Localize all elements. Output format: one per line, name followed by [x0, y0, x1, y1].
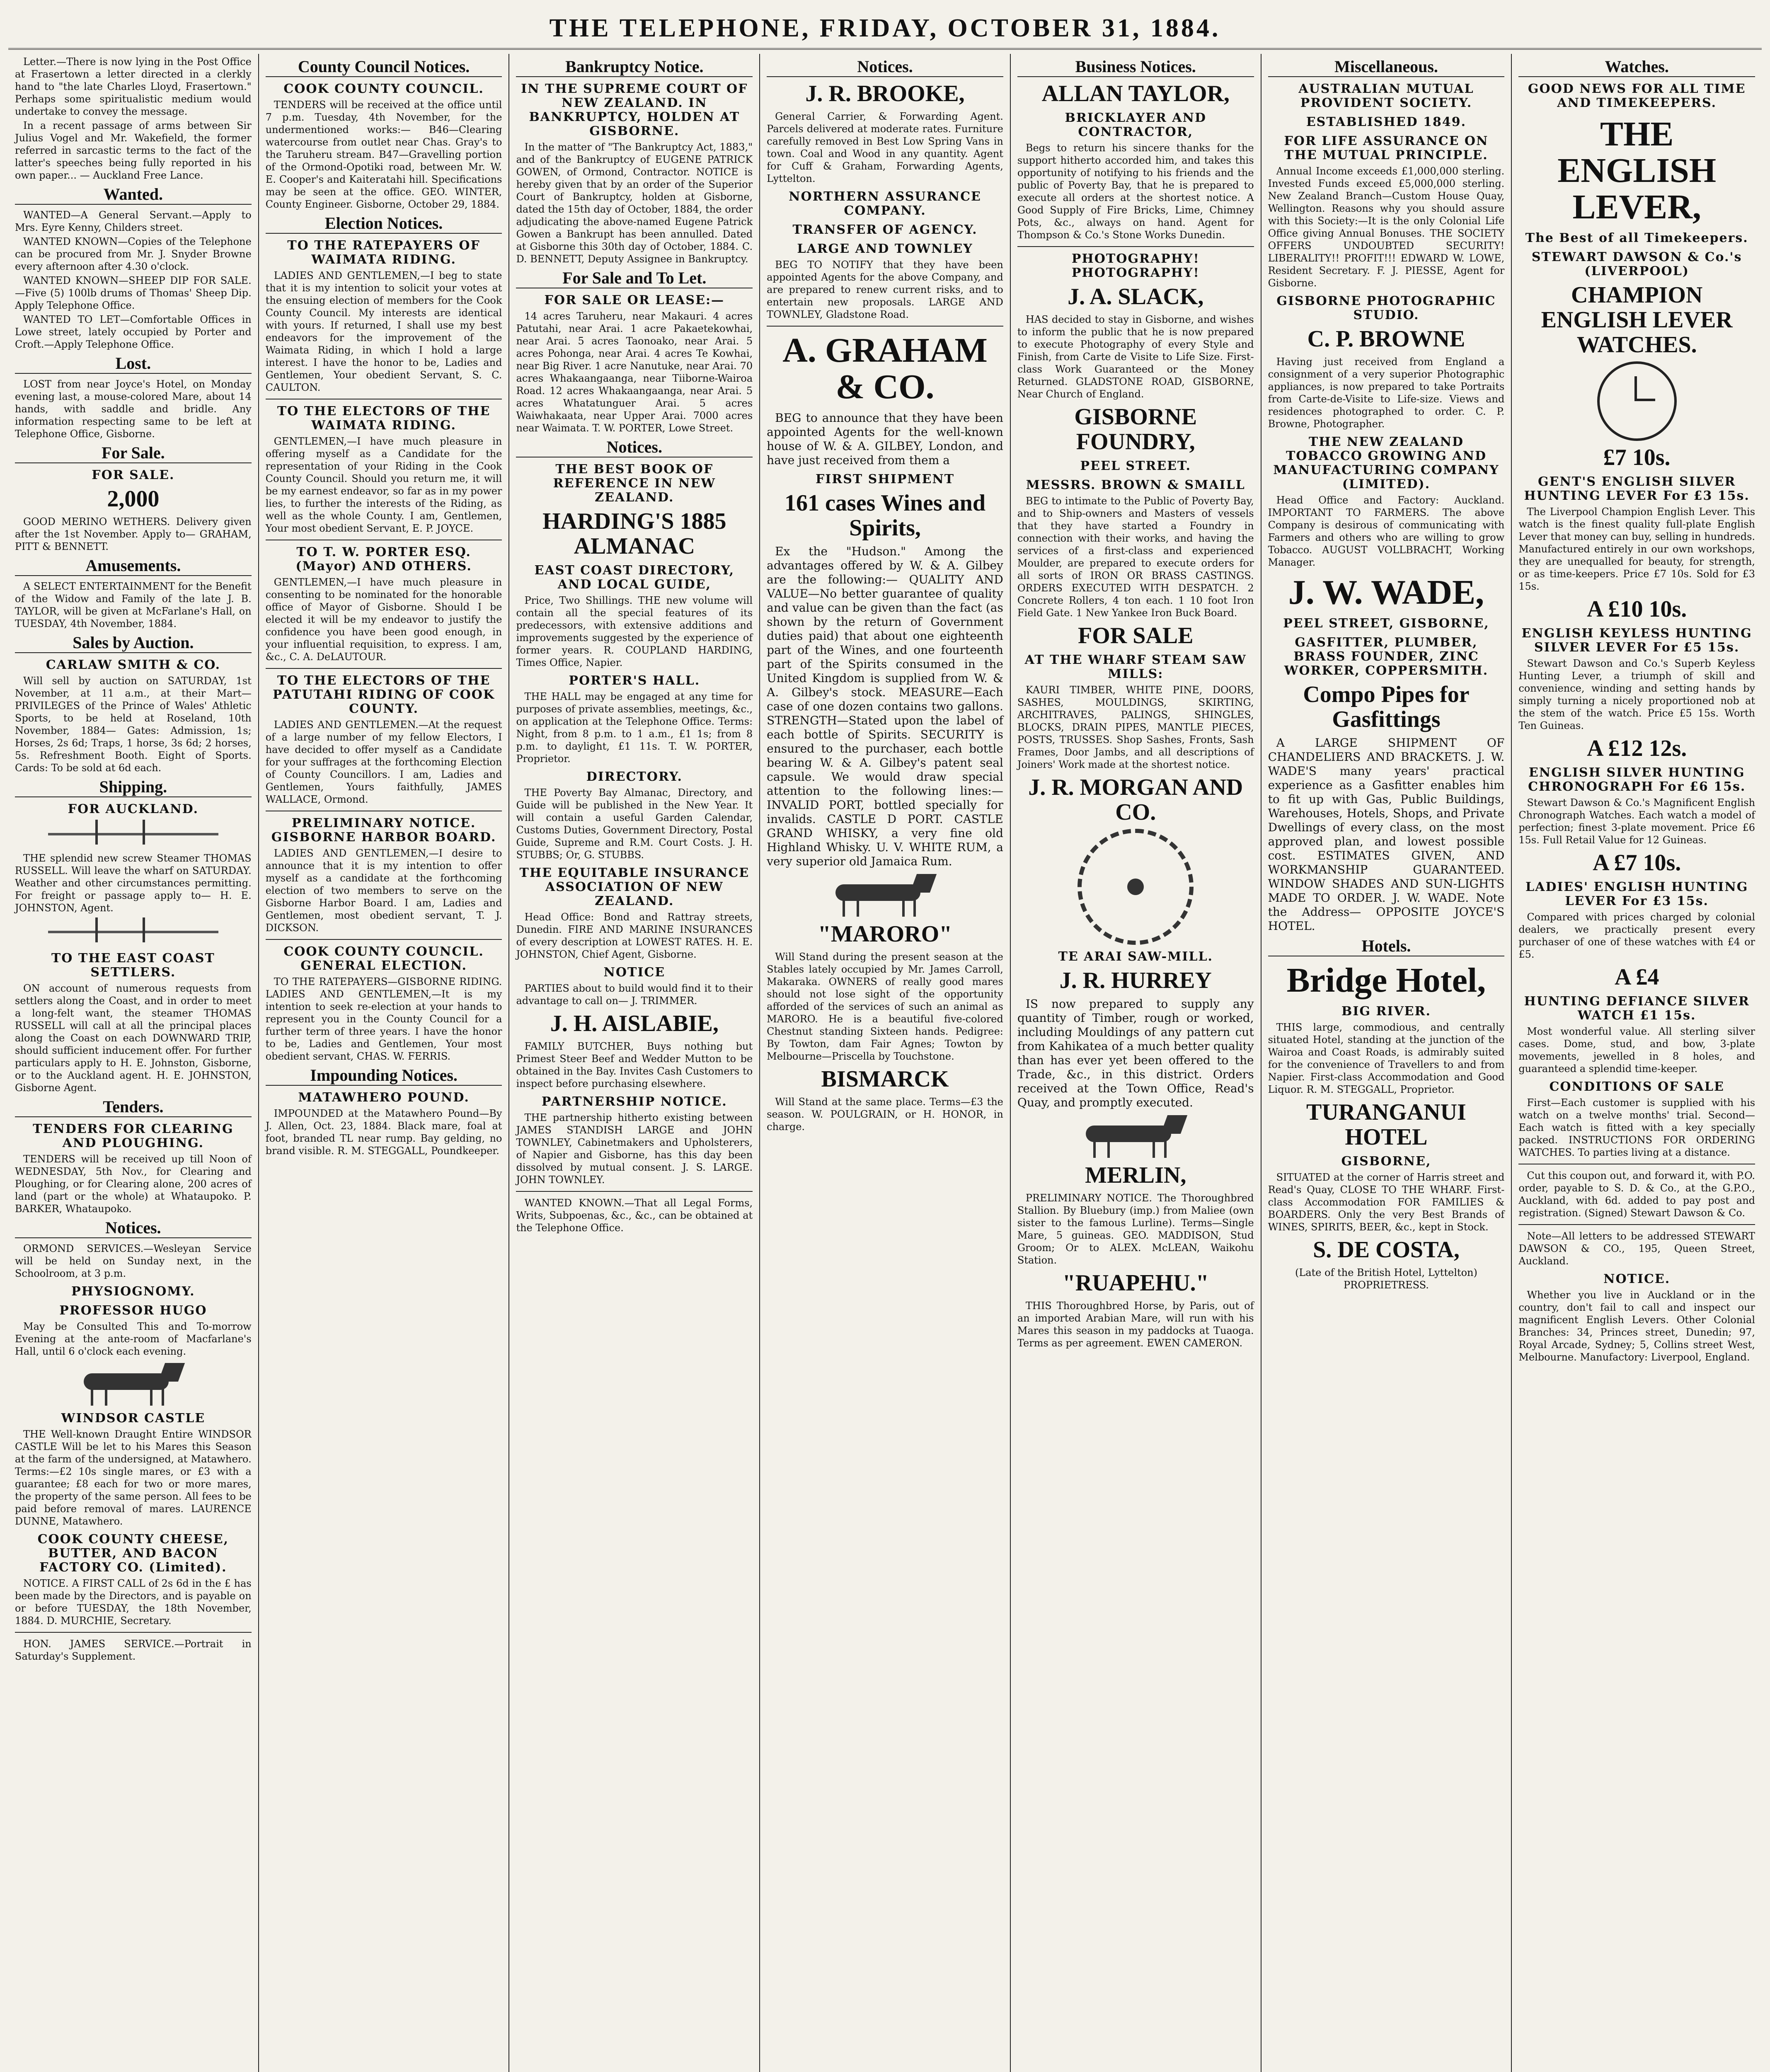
auction-subheading: CARLAW SMITH & CO.: [46, 658, 221, 672]
notice-subheading: PROFESSOR HUGO: [59, 1303, 207, 1318]
masthead-title: THE TELEPHONE, FRIDAY, OCTOBER 31, 1884.: [549, 14, 1221, 42]
bridge-hotel-text: THIS large, commodious, and centrally situated Hotel, standing at the junction of the Wairoa and Coast Roads, is admirably suited for the convenience of Travellers to and from Napier. First-class Accommodation and Good Liquor. R. M. STEGGALL, Proprietor.: [1268, 1021, 1505, 1095]
election-text: LADIES AND GENTLEMEN.—At the request of a large number of my fellow Electors, I have decided to offer myself as a Candidate for your suffrages at the forthcoming Election of County Councillors. I am, Ladies and Gentlemen, Yours faithfully, JAMES WALLACE, Ormond.: [265, 719, 502, 805]
photo-subheading: PHOTOGRAPHY! PHOTOGRAPHY!: [1071, 252, 1200, 280]
masthead: [8, 8, 1762, 50]
shipping-text: THE splendid new screw Steamer THOMAS RUSSELL. Will leave the wharf on SATURDAY. Weather and other circumstances permitting. For freight or passage apply to— H. E. JOHNSTON, Agent.: [15, 852, 252, 914]
forsale-heading: For Sale.: [15, 446, 252, 463]
tobacco-subheading: THE NEW ZEALAND TOBACCO GROWING AND MANUFACTURING COMPANY (LIMITED).: [1273, 435, 1499, 491]
allan-text: Begs to return his sincere thanks for the support hitherto accorded him, and takes this opportunity of notifying to his friends and the public of Poverty Bay, that he is prepared to execute all orders at the shortest notice. A Good Supply of Fire Bricks, Lime, Chimney Pots, &c., always on hand. Agent for Thompson & Co.'s Stone Works Dunedin.: [1017, 142, 1254, 241]
price-offer: ENGLISH SILVER HUNTING CHRONOGRAPH For £6 15s.: [1528, 765, 1746, 794]
lost-heading: Lost.: [15, 356, 252, 374]
insurance-text: Head Office: Bond and Rattray streets, Dunedin. FIRE AND MARINE INSURANCES of every description at LOWEST RATES. H. E. JOHNSTON, Chief Agent, Gisborne.: [516, 911, 753, 960]
amp-subheading: FOR LIFE ASSURANCE ON THE MUTUAL PRINCIPLE.: [1284, 134, 1489, 162]
almanac-text: Price, Two Shillings. THE new volume will contain all the special features of its predecessors, with extensive additions and improvements suggested by the experience of former years. R. COUPLAND HARDING, Times Office, Napier.: [516, 595, 753, 668]
assurance-text: BEG TO NOTIFY that they have been appointed Agents for the above Company, and are prepared to renew current risks, and to entertain new proposals. LARGE AND TOWNLEY, Gladstone Road.: [767, 259, 1003, 320]
watch-description: Stewart Dawson and Co.'s Superb Keyless Hunting Lever, a triumph of skill and convenience, winding and setting hands by simply turning a nicely proportioned nob at the stem of the watch. Price £5 15s. Worth Ten Guineas.: [1518, 658, 1755, 731]
porters-hall-subheading: PORTER'S HALL.: [569, 673, 700, 688]
assurance-subheading: TRANSFER OF AGENCY.: [792, 223, 978, 237]
turanganui-title: TURANGANUI HOTEL: [1306, 1099, 1466, 1150]
turanganui-subheading: GISBORNE,: [1341, 1154, 1431, 1169]
forsale-subheading: FOR SALE.: [92, 468, 175, 482]
shipping-text: ON account of numerous requests from settlers along the Coast, and in order to meet a long-felt want, the steamer THOMAS RUSSELL will call at all the principal places along the Coast on each DOWNWARD TRIP, should sufficient inducement offer. For further particulars apply to H. E. Johnston, Gisborne, or to the Auckland agent. H. E. JOHNSTON, Gisborne Agent.: [15, 983, 252, 1094]
brooke-text: General Carrier, & Forwarding Agent. Parcels delivered at moderate rates. Furniture carefully removed in Best Low Spring Vans in town. Coal and Wood in any quantity. Agent for Cuff & Graham, Forwarding Agents, Lyttelton.: [767, 111, 1003, 184]
steamer-illustration: [39, 917, 228, 946]
watches-subheading: STEWART DAWSON & Co.'s (LIVERPOOL): [1531, 250, 1742, 278]
insurance-subheading: THE EQUITABLE INSURANCE ASSOCIATION OF NEW ZEALAND.: [519, 866, 750, 908]
notices-heading: Notices.: [767, 60, 1003, 77]
wade-title: J. W. WADE,: [1288, 573, 1484, 612]
watch-description: Compared with prices charged by colonial dealers, we practically present every purchaser of one of these watches with £4 or £5.: [1518, 911, 1755, 960]
wharf-subheading: AT THE WHARF STEAM SAW MILLS:: [1024, 653, 1247, 681]
circular-saw-illustration: [1077, 829, 1194, 945]
tenders-subheading: TENDERS FOR CLEARING AND PLOUGHING.: [33, 1122, 234, 1150]
partnership-text: THE partnership hitherto existing between JAMES STANDISH LARGE and JOHN TOWNLEY, Cabinetmakers and Upholsterers, of Napier and Gisborne, has this day been dissolved by mutual consent. J. S. LARGE. JOHN TOWNLEY.: [516, 1112, 753, 1186]
wanted-item: WANTED KNOWN—SHEEP DIP FOR SALE.—Five (5) 100lb drums of Thomas' Sheep Dip. Apply Telephone Office.: [15, 275, 252, 311]
graham-text: Ex the "Hudson." Among the advantages offered by W. & A. Gilbey are the following:— QUALITY AND VALUE—No better guarantee of quality and value can be given than the fact (as shown by the return of Government duties paid) that about one eighteenth part of the Wines, and one fourteenth part of the Spirits consumed in the United Kingdom is supplied from W. & A. Gilbey's stock. MEASURE—Each case of one dozen contains two gallons. STRENGTH—Stated upon the label of each bottle of Spirits. SECURITY is ensured to the purchaser, each bottle bearing W. & A. Gilbey's patent seal capsule. We would draw special attention to the following lines:— INVALID PORT, bottled specially for invalids. CASTLE D PORT. CASTLE GRAND WHISKY, a very fine old Highland Whisky. U. V. WHITE RUM, a very superior old Jamaica Rum.: [767, 545, 1003, 868]
forsale-text: GOOD MERINO WETHERS. Delivery given after the 1st November. Apply to— GRAHAM, PITT & BENNETT.: [15, 516, 252, 552]
wharf-text: KAURI TIMBER, WHITE PINE, DOORS, SASHES, MOULDINGS, SKIRTING, ARCHITRAVES, PALINGS, SHINGLES, BLOCKS, DRAIN PIPES, MANTLE PIECES, POSTS, TRUSSES. Shop Sashes, Fronts, Sash Frames, Door Jambs, and all descriptions of Joiners' Work made at the shortest notice.: [1017, 684, 1254, 770]
price-offer: GENT'S ENGLISH SILVER HUNTING LEVER For £3 15s.: [1524, 474, 1750, 503]
price-offer: LADIES' ENGLISH HUNTING LEVER For £3 15s.: [1525, 880, 1748, 908]
watches-heading: Watches.: [1518, 60, 1755, 77]
miscellaneous-heading: Miscellaneous.: [1268, 60, 1505, 77]
wanted-text: WANTED KNOWN.—That all Legal Forms, Writs, Subpoenas, &c., &c., can be obtained at the Telephone Office.: [516, 1197, 753, 1234]
english-lever-title: THE ENGLISH LEVER,: [1557, 115, 1717, 226]
county-council-text: TENDERS will be received at the office until 7 p.m. Tuesday, 4th November, for the undermentioned works:— B46—Clearing watercourse from outlet near Chas. Gray's to the Taruheru stream. B47—Gravelling portion of the Ormond-Opotiki road, between Mr. W. E. Cooper's and Kaiteratahi hill. Specifications may be seen at the office. GEO. WINTER, County Engineer. Gisborne, October 29, 1884.: [265, 99, 502, 210]
hurrey-title: J. R. HURREY: [1059, 968, 1212, 993]
ruapehu-text: THIS Thoroughbred Horse, by Paris, out of an imported Arabian Mare, will run with his Mares this season in my paddocks at Tuaoga. Terms as per agreement. EWEN CAMERON.: [1017, 1300, 1254, 1349]
costa-text: (Late of the British Hotel, Lyttelton) PROPRIETRESS.: [1295, 1267, 1477, 1291]
merlin-title: MERLIN,: [1085, 1162, 1186, 1188]
divider: [1518, 1224, 1755, 1225]
notice-text: PARTIES about to build would find it to their advantage to call on— J. TRIMMER.: [516, 983, 753, 1007]
election-subheading: TO THE ELECTORS OF THE PATUTAHI RIDING OF COOK COUNTY.: [273, 673, 495, 716]
election-text: GENTLEMEN,—I have much pleasure in consenting to be nominated for the honorable office of Mayor of Gisborne. Should I be elected it will be my endeavor to justify the confidence you have been good enough, in your influential requisition, to express. I am, &c., C. A. DeLAUTOUR.: [265, 576, 502, 663]
foundry-subheading: PEEL STREET.: [1080, 459, 1191, 473]
wade-text: A LARGE SHIPMENT OF CHANDELIERS AND BRACKETS. J. W. WADE'S many years' practical experience as a Gasfitter enables him to fit up with Gas, Public Buildings, Warehouses, Hotels, Shops, and Private Dwellings of every class, on the most approved plan, and lowest possible cost. ESTIMATES GIVEN, AND WORKMANSHIP GUARANTEED. WINDOW SHADES AND SUN-LIGHTS MADE TO ORDER. J. W. WADE. Note the Address— OPPOSITE JOYCE'S HOTEL.: [1268, 736, 1505, 933]
watch-description: Most wonderful value. All sterling silver cases. Dome, stud, and bow, 3-plate movements, jewelled in 8 holes, and guaranteed a splendid time-keeper.: [1518, 1026, 1755, 1075]
watch-illustration: [1597, 361, 1677, 441]
turanganui-text: SITUATED at the corner of Harris street and Read's Quay, CLOSE TO THE WHARF. First-class Accommodation FOR FAMILIES & BOARDERS. Only the very Best Brands of WINES, SPIRITS, BEER, &c., kept in Stock.: [1268, 1172, 1505, 1233]
allan-title: ALLAN TAYLOR,: [1041, 81, 1230, 107]
maroro-title: "MARORO": [818, 921, 952, 947]
column-2: [259, 54, 510, 2072]
business-heading: Business Notices.: [1017, 60, 1254, 77]
divider: [767, 326, 1003, 327]
shipping-subheading: FOR AUCKLAND.: [68, 802, 199, 816]
auction-text: Will sell by auction on SATURDAY, 1st November, at 11 a.m., at their Mart— PRIVILEGES of the Prince of Wales' Athletic Sports, to be held at Roseland, 10th November, 1884— Gates: Admission, 1s; Horses, 2s 6d; Traps, 1 horse, 3s 6d; 2 horses, 5s. Refreshment Booth. Eight of Sports. Cards: To be sold at 6d each.: [15, 675, 252, 774]
steamer-illustration: [39, 820, 228, 849]
divider: [266, 668, 502, 669]
sale-subheading: FOR SALE OR LEASE:—: [544, 293, 725, 307]
shipping-subheading: TO THE EAST COAST SETTLERS.: [51, 951, 215, 980]
auction-heading: Sales by Auction.: [15, 636, 252, 653]
amp-subheading: ESTABLISHED 1849.: [1306, 115, 1467, 129]
amp-text: Annual Income exceeds £1,000,000 sterling. Invested Funds exceed £5,000,000 sterling. New Zealand Branch—Custom House Quay, Wellington. Reasons why you should assure with this Society:—It is the only Colonial Life Office giving Annual Bonuses. THE SOCIETY OFFERS UNDOUBTED SECURITY! LIBERALITY!! PROFIT!!! EDWARD W. LOWE, Resident Secretary. F. J. PIESSE, Agent for Gisborne.: [1268, 165, 1505, 289]
tearai-subheading: TE ARAI SAW-MILL.: [1058, 949, 1213, 964]
watches-subheading: The Best of all Timekeepers.: [1525, 231, 1748, 245]
price-original: £7 10s.: [1603, 445, 1671, 470]
watch-description: Stewart Dawson & Co.'s Magnificent English Chronograph Watches. Each watch a model of perfection; finest 3-plate movement. Price £6 15s. Full Retail Value for 12 Guineas.: [1518, 797, 1755, 846]
election-subheading: TO THE RATEPAYERS OF WAIMATA RIDING.: [287, 238, 480, 267]
wanted-item: WANTED TO LET—Comfortable Offices in Lowe street, lately occupied by Porter and Croft.—Apply Telephone Office.: [15, 314, 252, 350]
bridge-hotel-subheading: BIG RIVER.: [1341, 1004, 1431, 1019]
bankruptcy-heading: Bankruptcy Notice.: [516, 60, 753, 77]
election-subheading: PRELIMINARY NOTICE. GISBORNE HARBOR BOARD.: [271, 816, 496, 845]
foundry-title: GISBORNE FOUNDRY,: [1074, 404, 1197, 455]
divider: [516, 1191, 753, 1192]
watches-subheading: GOOD NEWS FOR ALL TIME AND TIMEKEEPERS.: [1528, 82, 1746, 110]
election-text: LADIES AND GENTLEMEN,—I desire to announce that it is my intention to offer myself as a candidate at the forthcoming election of two members to serve on the Gisborne Harbor Board. I am, Ladies and Gentlemen, most obedient servant, T. J. DICKSON.: [265, 847, 502, 934]
coupon-text: Cut this coupon out, and forward it, with P.O. order, payable to S. D. & Co., at the G.P.O., Auckland, with 6d. added to pay post and registration. (Signed) Stewart Dawson & Co.: [1518, 1170, 1755, 1219]
amp-subheading: AUSTRALIAN MUTUAL PROVIDENT SOCIETY.: [1298, 82, 1474, 110]
hotels-heading: Hotels.: [1268, 939, 1505, 956]
photo-text: HAS decided to stay in Gisborne, and wishes to inform the public that he is now prepared to execute Photography of every Style and Finish, from Carte de Visite to Life Size. First-class Work Guaranteed or the Money Returned. GLADSTONE ROAD, GISBORNE, Near Church of England.: [1017, 314, 1254, 400]
notice-subheading: COOK COUNTY CHEESE, BUTTER, AND BACON FACTORY CO. (Limited).: [37, 1532, 229, 1575]
price-offer: HUNTING DEFIANCE SILVER WATCH £1 15s.: [1524, 994, 1750, 1023]
election-text: GENTLEMEN,—I have much pleasure in offering myself as a Candidate for the representation of your Riding in the Cook County Council. Should you return me, it will be my earnest endeavor, so far as in my power lies, to further the interests of the Riding, as well as the whole County. I am, Gentlemen, Your most obedient Servant, E. P. JOYCE.: [265, 436, 502, 534]
almanac-title: HARDING'S 1885 ALMANAC: [542, 508, 726, 559]
directory-text: THE Poverty Bay Almanac, Directory, and Guide will be published in the New Year. It will contain a useful Garden Calendar, Customs Duties, Government Directory, Postal Guide, Supreme and R.M. Court Costs. J. H. STUBBS; Or, G. STUBBS.: [516, 787, 753, 861]
column-1: [8, 54, 259, 2072]
almanac-subheading: THE BEST BOOK OF REFERENCE IN NEW ZEALAND.: [553, 462, 716, 505]
studio-text: Having just received from England a consignment of a very superior Photographic appliances, is now prepared to take Portraits from Carte-de-Visite to Life-size. Views and residences photographed to order. C. P. Browne, Photographer.: [1268, 356, 1505, 430]
election-subheading: TO T. W. PORTER ESQ. (Mayor) AND OTHERS.: [295, 545, 472, 574]
price-original: A £10 10s.: [1587, 596, 1687, 622]
conditions-subheading: CONDITIONS OF SALE: [1549, 1080, 1724, 1094]
divider: [15, 1632, 252, 1633]
morgan-title: J. R. MORGAN AND CO.: [1028, 775, 1243, 825]
notice-text: THE Well-known Draught Entire WINDSOR CASTLE Will be let to his Mares this Season at the farm of the undersigned, at Matawhero. Terms:—£2 10s single mares, or £3 with a guarantee; £8 each for two or more mares, the property of the same person. All fees to be paid before removal of mares. LAURENCE DUNNE, Matawhero.: [15, 1428, 252, 1527]
impounding-heading: Impounding Notices.: [266, 1068, 502, 1086]
wade-subheading: PEEL STREET, GISBORNE,: [1283, 616, 1489, 631]
wanted-heading: Wanted.: [15, 187, 252, 205]
bismarck-title: BISMARCK: [821, 1066, 949, 1092]
election-text: TO THE RATEPAYERS—GISBORNE RIDING. LADIES AND GENTLEMEN,—It is my intention to seek re-election at your hands to represent you in the County Council for a further term of three years. I have the honor to be, Ladies and Gentlemen, Your most obedient servant, CHAS. W. FERRIS.: [265, 976, 502, 1062]
bridge-hotel-title: Bridge Hotel,: [1286, 961, 1486, 1000]
price-offer: ENGLISH KEYLESS HUNTING SILVER LEVER For £5 15s.: [1521, 626, 1752, 655]
sale-heading: For Sale and To Let.: [516, 271, 753, 288]
impounding-text: IMPOUNDED at the Matawhero Pound—By J. Allen, Oct. 23, 1884. Black mare, foal at foot, branded TL near rump. Bay gelding, no brand visible. R. M. STEGGALL, Poundkeeper.: [265, 1108, 502, 1157]
studio-subheading: GISBORNE PHOTOGRAPHIC STUDIO.: [1276, 294, 1496, 322]
partnership-subheading: PARTNERSHIP NOTICE.: [541, 1094, 727, 1109]
graham-text: BEG to announce that they have been appointed Agents for the well-known house of W. & A. GILBEY, London, and have just received from them a: [767, 411, 1003, 467]
election-text: LADIES AND GENTLEMEN,—I beg to state that it is my intention to solicit your votes at the ensuing election of members for the Cook County Council. My interests are identical with yours. If returned, I shall use my best endeavors for the improvement of the Waimata Riding, in which I hold a large interest. I have the honor to be, Ladies and Gentlemen, Your obedient Servant, S. C. CAULTON.: [265, 270, 502, 393]
graham-title: A. GRAHAM & CO.: [782, 331, 988, 406]
merlin-text: PRELIMINARY NOTICE. The Thoroughbred Stallion. By Bluebury (imp.) from Maliee (own sister to the famous Lurline). Terms—Single Mare, 5 guineas. GEO. MADDISON, Stud Groom; Or to ALEX. McLEAN, Waikohu Station.: [1017, 1192, 1254, 1266]
intro-text: Letter.—There is now lying in the Post Office at Frasertown a letter directed in a clerkly hand to "the late Charles Lloyd, Frasertown." Perhaps some spiritualistic medium would undertake to convey the message.: [15, 56, 252, 117]
notice-text: NOTICE. A FIRST CALL of 2s 6d in the £ has been made by the Directors, and is payable on or before TUESDAY, the 18th November, 1884. D. MURCHIE, Secretary.: [15, 1578, 252, 1627]
butcher-text: FAMILY BUTCHER, Buys nothing but Primest Steer Beef and Wedder Mutton to be obtained in the Bay. Invites Cash Customers to inspect before purchasing elsewhere.: [516, 1041, 753, 1089]
directory-subheading: DIRECTORY.: [586, 770, 683, 784]
champion-title: CHAMPION ENGLISH LEVER WATCHES.: [1541, 282, 1733, 358]
price-original: A £4: [1614, 964, 1659, 990]
hurrey-text: IS now prepared to supply any quantity of Timber, rough or worked, including Mouldings of any pattern cut from Kahikatea of a much better quality than has ever yet been offered to the Trade, &c., in this district. Orders received at the Town Office, Read's Quay, and promptly executed.: [1017, 997, 1254, 1109]
column-7: [1512, 54, 1762, 2072]
notice-text: ORMOND SERVICES.—Wesleyan Service will be held on Sunday next, in the Schoolroom, at 3 p.m.: [15, 1243, 252, 1279]
wade-subheading: Compo Pipes for Gasfittings: [1303, 682, 1470, 732]
bankruptcy-subheading: IN THE SUPREME COURT OF NEW ZEALAND. IN BANKRUPTCY, HOLDEN AT GISBORNE.: [521, 82, 748, 138]
notices-heading: Notices.: [516, 440, 753, 457]
watch-description: The Liverpool Champion English Lever. This watch is the finest quality full-plate English Lever that money can buy, selling in hundreds. Manufactured entirely in our own workshops, they are unequalled for beauty, for strength, or as time-keepers. Price £7 10s. Sold for £3 15s.: [1518, 506, 1755, 592]
amusements-heading: Amusements.: [15, 559, 252, 576]
sale-text: 14 acres Taruheru, near Makauri. 4 acres Patutahi, near Arai. 1 acre Pakaetekowhai, near Arai. 5 acres Taonoako, near Arai. 5 acres Pohonga, near Arai. 4 acres Te Kowhai, near Big River. 1 acre Nanutuke, near Arai. 70 acres Whakaangaanga, near Tiiborne-Wairoa Road. 12 acres Whakaangaanga, near Arai. 5 acres Whatatunguer Arai. 5 acres Waiwhakaata, near Upper Arai. 7000 acres near Waimata. T. W. PORTER, Lowe Street.: [516, 310, 753, 434]
wanted-item: WANTED KNOWN—Copies of the Telephone can be procured from Mr. J. Snyder Browne every afternoon after 4.30 o'clock.: [15, 236, 252, 272]
foundry-subheading: MESSRS. BROWN & SMAILL: [1026, 478, 1245, 492]
column-4: [760, 54, 1011, 2072]
tobacco-text: Head Office and Factory: Auckland. IMPORTANT TO FARMERS. The above Company is desirous of communicating with Farmers and others who are willing to grow Tobacco. AUGUST VOLLBRACHT, Working Manager.: [1268, 494, 1505, 568]
assurance-subheading: LARGE AND TOWNLEY: [797, 242, 973, 256]
graham-subheading: 161 cases Wines and Spirits,: [785, 490, 985, 541]
notice-text: May be Consulted This and To-morrow Evening at the ante-room of Macfarlane's Hall, until 6 o'clock each evening.: [15, 1321, 252, 1357]
almanac-subheading: EAST COAST DIRECTORY, AND LOCAL GUIDE,: [534, 563, 735, 592]
ruapehu-title: "RUAPEHU.": [1062, 1270, 1209, 1296]
bismarck-text: Will Stand at the same place. Terms—£3 the season. W. POULGRAIN, or H. HONOR, in charge.: [767, 1096, 1003, 1133]
divider: [266, 939, 502, 940]
price-original: A £7 10s.: [1593, 850, 1681, 876]
porters-hall-text: THE HALL may be engaged at any time for purposes of private assemblies, meetings, &c., on application at the Telephone Office. Terms: Night, from 8 p.m. to 1 a.m., £1 1s; from 8 p.m. to daylight, £1 11s. T. W. PORTER, Proprietor.: [516, 691, 753, 765]
studio-title: C. P. BROWNE: [1307, 326, 1465, 352]
news-text: In a recent passage of arms between Sir Julius Vogel and Mr. Wakefield, the former referred in sarcastic terms to the fact of the latter's speeches being fully reported in his own paper... — Auckland Free Lance.: [15, 120, 252, 181]
forsale-number: 2,000: [107, 486, 160, 512]
tenders-heading: Tenders.: [15, 1100, 252, 1117]
butcher-title: J. H. AISLABIE,: [550, 1011, 719, 1036]
impounding-subheading: MATAWHERO POUND.: [298, 1090, 470, 1105]
foundry-text: BEG to intimate to the Public of Poverty Bay, and to Ship-owners and Masters of vessels that they have started a Foundry in connection with their works, and having the services of a first-class and experienced Moulder, are prepared to execute orders for all sorts of IRON OR BRASS CASTINGS. ORDERS EXECUTED WITH DESPATCH. 2 Concrete Rollers, 4 ton each. 1 10 foot Iron Field Gate. 1 New Yankee Iron Buck Board.: [1017, 495, 1254, 619]
price-original: A £12 12s.: [1587, 736, 1687, 761]
graham-subheading: FIRST SHIPMENT: [815, 472, 955, 487]
wade-subheading: GASFITTER, PLUMBER, BRASS FOUNDER, ZINC WORKER, COPPERSMITH.: [1284, 635, 1489, 678]
notice-subheading: PHYSIOGNOMY.: [71, 1284, 195, 1299]
allan-subheading: BRICKLAYER AND CONTRACTOR,: [1065, 111, 1206, 139]
horse-illustration: [1065, 1113, 1206, 1159]
horse-illustration: [814, 872, 956, 917]
election-heading: Election Notices.: [266, 216, 502, 234]
column-5: [1011, 54, 1262, 2072]
shipping-heading: Shipping.: [15, 780, 252, 797]
county-council-heading: County Council Notices.: [266, 60, 502, 77]
election-subheading: COOK COUNTY COUNCIL. GENERAL ELECTION.: [283, 944, 484, 973]
costa-title: S. DE COSTA,: [1313, 1237, 1460, 1263]
horse-illustration: [62, 1361, 204, 1406]
assurance-subheading: NORTHERN ASSURANCE COMPANY.: [789, 189, 981, 218]
bankruptcy-text: In the matter of "The Bankruptcy Act, 1883," and of the Bankruptcy of EUGENE PATRICK GOWEN, of Ormond, Contractor. NOTICE is hereby given that by an order of the Superior Court of Bankruptcy, holden at Gisborne, dated the 15th day of October, 1884, the order adjudicating the above-named Eugene Patrick Gowen a Bankrupt has been annulled. Dated at Gisborne this 30th day of October, 1884. C. D. BENNETT, Deputy Assignee in Bankruptcy.: [516, 141, 753, 265]
newspaper-page: [8, 54, 1762, 2072]
notice-subheading: NOTICE.: [1603, 1272, 1671, 1286]
column-6: [1262, 54, 1512, 2072]
notice-text: Whether you live in Auckland or in the country, don't fail to call and inspect our magnificent English Levers. Other Colonial Branches: 34, Princes street, Dunedin; 97, Royal Arcade, Sydney; 5, Collins street West, Melbourne. Manufactory: Liverpool, England.: [1518, 1289, 1755, 1363]
lost-text: LOST from near Joyce's Hotel, on Monday evening last, a mouse-colored Mare, about 14 hands, with saddle and bridle. Any information respecting same to be left at Telephone Office, Gisborne.: [15, 378, 252, 440]
notice-subheading: WINDSOR CASTLE: [61, 1411, 206, 1426]
election-subheading: TO THE ELECTORS OF THE WAIMATA RIDING.: [277, 404, 491, 433]
notices-heading: Notices.: [15, 1221, 252, 1238]
address-text: Note—All letters to be addressed STEWART DAWSON & CO., 195, Queen Street, Auckland.: [1518, 1230, 1755, 1267]
tenders-text: TENDERS will be received up till Noon of WEDNESDAY, 5th Nov., for Clearing and Ploughing, or for Clearing alone, 200 acres of land (part or the whole) at Whataupoko. P. BARKER, Whataupoko.: [15, 1153, 252, 1215]
column-3: [509, 54, 760, 2072]
county-council-subheading: COOK COUNTY COUNCIL.: [283, 82, 484, 96]
maroro-text: Will Stand during the present season at the Stables lately occupied by Mr. James Carroll, Makaraka. OWNERS of really good mares should not lose sight of the opportunity afforded of the services of such an animal as MARORO. He is a beautiful five-colored Chestnut standing Sixteen hands. Pedigree: By Towton, dam Fair Agnes; Towton by Melbourne—Priscella by Touchstone.: [767, 951, 1003, 1062]
conditions-text: First—Each customer is supplied with his watch on a twelve months' trial. Second—Each watch is fitted with a key specially packed. INSTRUCTIONS FOR ORDERING WATCHES. To parties living at a distance.: [1518, 1097, 1755, 1158]
divider: [1017, 246, 1254, 247]
notice-subheading: NOTICE: [603, 965, 666, 980]
wanted-item: WANTED—A General Servant.—Apply to Mrs. Eyre Kenny, Childers street.: [15, 209, 252, 233]
brooke-title: J. R. BROOKE,: [805, 81, 965, 107]
photo-title: J. A. SLACK,: [1068, 284, 1204, 310]
wharf-title: FOR SALE: [1077, 623, 1194, 649]
amusements-text: A SELECT ENTERTAINMENT for the Benefit of the Widow and Family of the late J. B. TAYLOR, will be given at McFarlane's Hall, on TUESDAY, 4th November, 1884.: [15, 581, 252, 629]
notice-text: HON. JAMES SERVICE.—Portrait in Saturday's Supplement.: [15, 1638, 252, 1662]
